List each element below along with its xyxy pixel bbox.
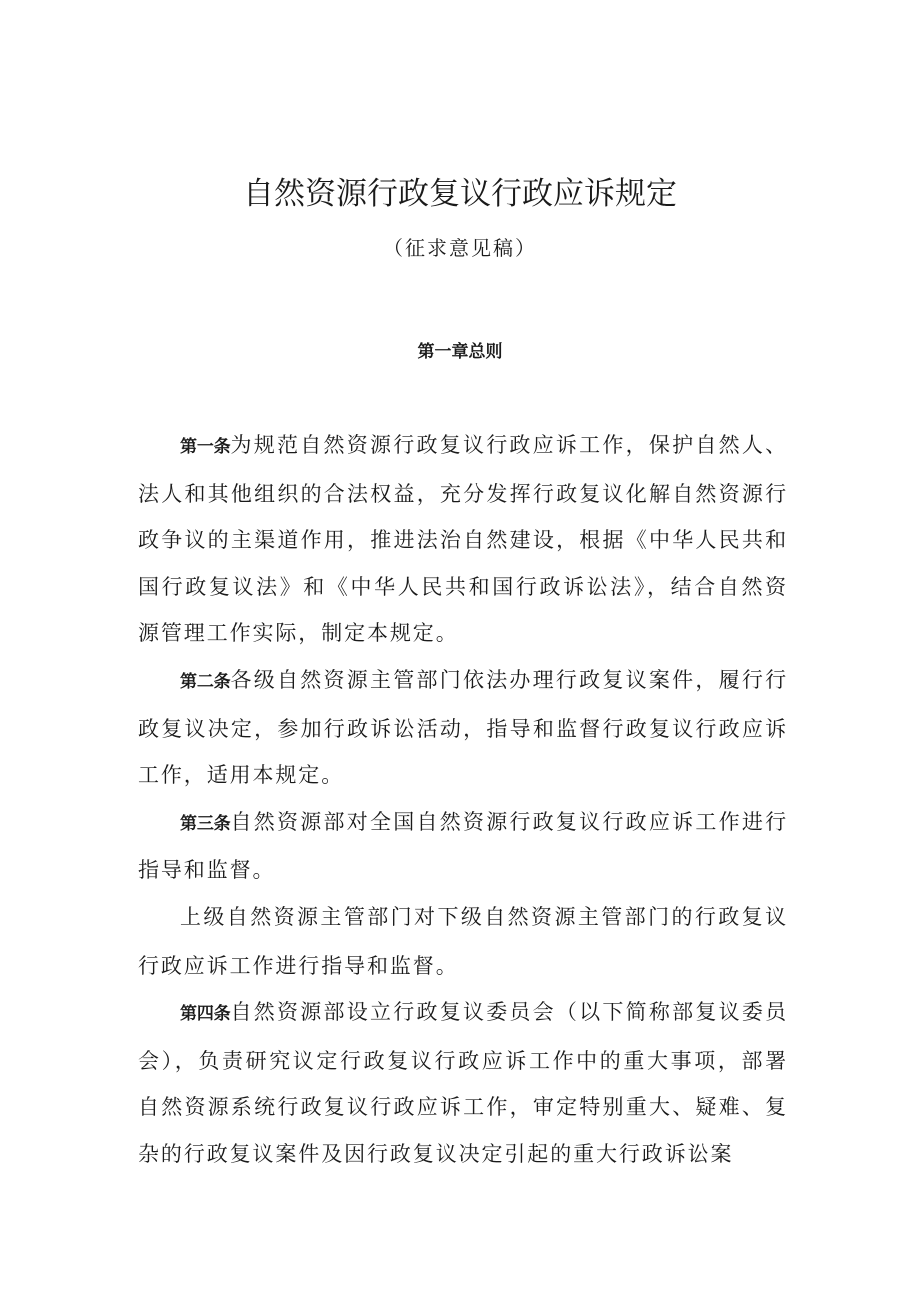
document-subtitle: （征求意见稿） <box>383 236 537 260</box>
article-text: 自然资源部设立行政复议委员会（以下简称部复议委员会），负责研究议定行政复议行政应诉工作中的重大事项，部署自然资源系统行政复议行政应诉工作，审定特别重大、疑难、复杂的行政复议案件及因行政复议决定引起的重大行政诉讼案 <box>138 1000 788 1166</box>
article-text: 自然资源部对全国自然资源行政复议行政应诉工作进行指导和监督。 <box>138 809 788 883</box>
article-text: 为规范自然资源行政复议行政应诉工作，保护自然人、法人和其他组织的合法权益，充分发挥行政复议化解自然资源行政争议的主渠道作用，推进法治自然建设，根据《中华人民共和国行政复议法》和《中华人民共和国行政诉讼法》，结合自然资源管理工作实际，制定本规定。 <box>138 433 788 646</box>
article-label: 第三条 <box>180 813 231 834</box>
article-2 <box>138 657 788 799</box>
article-label: 第一条 <box>180 437 231 457</box>
article-1 <box>138 422 788 657</box>
document-title: 自然资源行政复议行政应诉规定 <box>243 176 677 212</box>
article-text: 各级自然资源主管部门依法办理行政复议案件，履行行政复议决定，参加行政诉讼活动，指导和监督行政复议行政应诉工作，适用本规定。 <box>138 667 788 788</box>
article-3 <box>138 799 788 894</box>
chapter-heading: 第一章总则 <box>417 342 503 362</box>
document-body <box>138 422 788 1178</box>
article-label: 第二条 <box>180 671 231 692</box>
article-3-paragraph-2 <box>138 894 788 989</box>
article-text: 上级自然资源主管部门对下级自然资源主管部门的行政复议行政应诉工作进行指导和监督。 <box>138 904 788 978</box>
article-label: 第四条 <box>180 1004 231 1025</box>
article-4 <box>138 989 788 1177</box>
